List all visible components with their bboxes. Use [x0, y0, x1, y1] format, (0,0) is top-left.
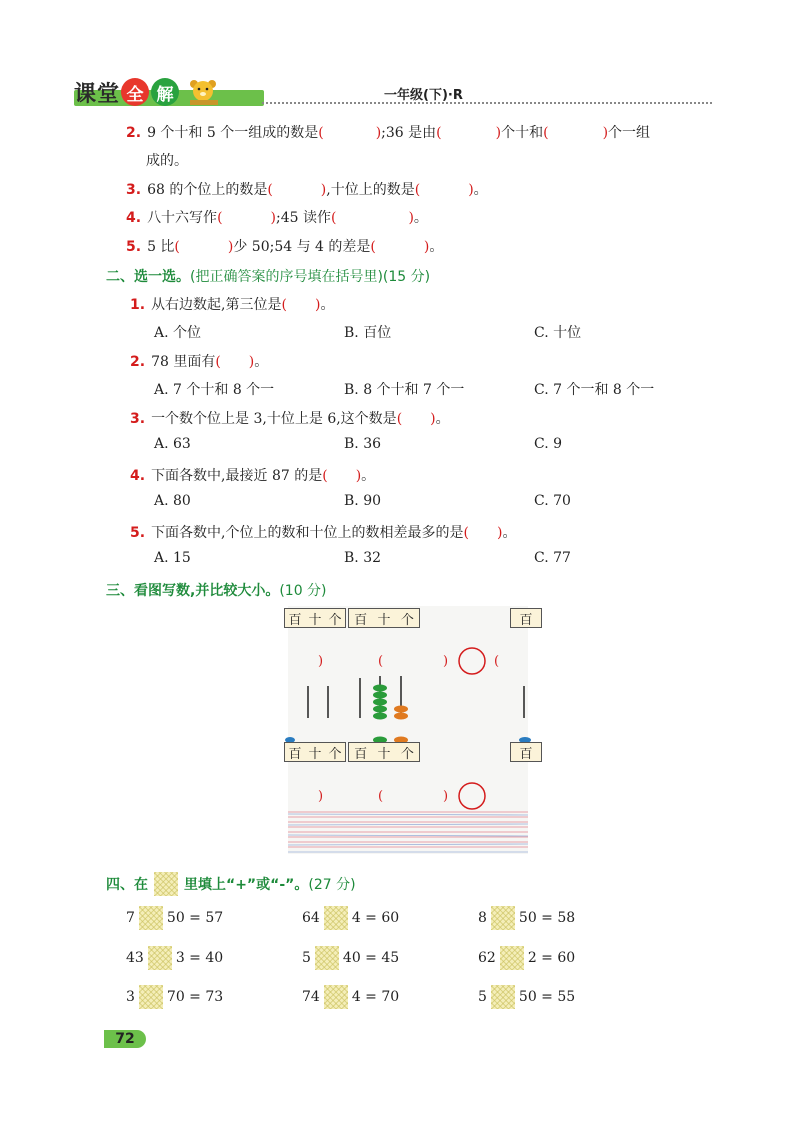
abacus-drawing	[288, 606, 528, 854]
place-header-3: 百	[510, 608, 542, 628]
place-header-2: 百 十 个	[348, 608, 420, 628]
option-2-3-b: B. 36	[344, 436, 382, 452]
svg-text:): )	[318, 789, 324, 804]
equation-1-1: 7 50 = 57	[126, 906, 223, 930]
option-2-1-a: A. 个位	[154, 325, 202, 341]
answer-box[interactable]	[324, 985, 348, 1009]
equation-3-3: 5 50 = 55	[478, 985, 575, 1009]
page-number: 72	[104, 1030, 146, 1048]
equation-2-3: 62 2 = 60	[478, 946, 575, 970]
section-2-title: 二、选一选。(把正确答案的序号填在括号里)(15 分)	[106, 269, 431, 285]
question-1-4: 4. 八十六写作( );45 读作( )。	[126, 210, 428, 226]
option-2-4-b: B. 90	[344, 493, 382, 509]
question-2-4: 4. 下面各数中,最接近 87 的是( )。	[130, 468, 376, 484]
svg-text:(: (	[378, 789, 384, 804]
question-2-2: 2. 78 里面有( )。	[130, 354, 269, 370]
svg-text:): )	[318, 654, 324, 669]
answer-box[interactable]	[500, 946, 524, 970]
place-header-4: 百 十 个	[284, 742, 346, 762]
brand-char-3: 全	[121, 78, 149, 106]
answer-box-sample	[154, 872, 178, 896]
place-header-1: 百 十 个	[284, 608, 346, 628]
answer-box[interactable]	[324, 906, 348, 930]
option-2-1-b: B. 百位	[344, 325, 392, 341]
section-3-title: 三、看图写数,并比较大小。(10 分)	[106, 583, 327, 599]
option-2-2-a: A. 7 个十和 8 个一	[154, 382, 275, 398]
option-2-2-b: B. 8 个十和 7 个一	[344, 382, 465, 398]
compare-circle-2	[459, 783, 485, 809]
option-2-5-b: B. 32	[344, 550, 382, 566]
equation-1-2: 64 4 = 60	[302, 906, 399, 930]
svg-text:(: (	[378, 654, 384, 669]
place-header-6: 百	[510, 742, 542, 762]
brand-char-2: 堂	[97, 81, 121, 107]
brand-char-4: 解	[151, 78, 179, 106]
option-2-1-c: C. 十位	[534, 325, 582, 341]
answer-box[interactable]	[148, 946, 172, 970]
answer-box[interactable]	[139, 985, 163, 1009]
equation-2-2: 5 40 = 45	[302, 946, 399, 970]
brand-char-1: 课	[74, 81, 98, 107]
option-2-5-c: C. 77	[534, 550, 571, 566]
header-divider	[262, 102, 712, 104]
answer-box[interactable]	[491, 985, 515, 1009]
equation-3-1: 3 70 = 73	[126, 985, 223, 1009]
question-2-5: 5. 下面各数中,个位上的数和十位上的数相差最多的是( )。	[130, 525, 517, 541]
answer-box[interactable]	[491, 906, 515, 930]
section-4-title: 四、在 里填上“+”或“-”。 (27 分)	[106, 872, 356, 896]
answer-box[interactable]	[139, 906, 163, 930]
question-1-5: 5. 5 比( )少 50;54 与 4 的差是( )。	[126, 239, 444, 255]
question-1-2: 2. 9 个十和 5 个一组成的数是( );36 是由( )个十和( )个一组	[126, 125, 651, 141]
option-2-3-a: A. 63	[154, 436, 191, 452]
svg-text:): )	[443, 654, 449, 669]
equation-3-2: 74 4 = 70	[302, 985, 399, 1009]
question-2-1: 1. 从右边数起,第三位是( )。	[130, 297, 335, 313]
svg-text:(: (	[494, 654, 500, 669]
place-header-5: 百 十 个	[348, 742, 420, 762]
option-2-4-c: C. 70	[534, 493, 571, 509]
question-2-3: 3. 一个数个位上是 3,十位上是 6,这个数是( )。	[130, 411, 450, 427]
equation-2-1: 43 3 = 40	[126, 946, 223, 970]
option-2-4-a: A. 80	[154, 493, 191, 509]
brand-logo	[74, 76, 222, 108]
option-2-3-c: C. 9	[534, 436, 563, 452]
compare-circle-1	[459, 648, 485, 674]
question-1-2-cont: 成的。	[146, 153, 188, 169]
equation-1-3: 8 50 = 58	[478, 906, 575, 930]
option-2-5-a: A. 15	[154, 550, 191, 566]
question-1-3: 3. 68 的个位上的数是( ),十位上的数是( )。	[126, 182, 488, 198]
grade-label: 一年级(下)·R	[384, 88, 463, 103]
bear-mascot-icon	[186, 78, 222, 106]
abacus-figure	[288, 606, 533, 854]
answer-box[interactable]	[315, 946, 339, 970]
svg-text:): )	[443, 789, 449, 804]
option-2-2-c: C. 7 个一和 8 个一	[534, 382, 655, 398]
